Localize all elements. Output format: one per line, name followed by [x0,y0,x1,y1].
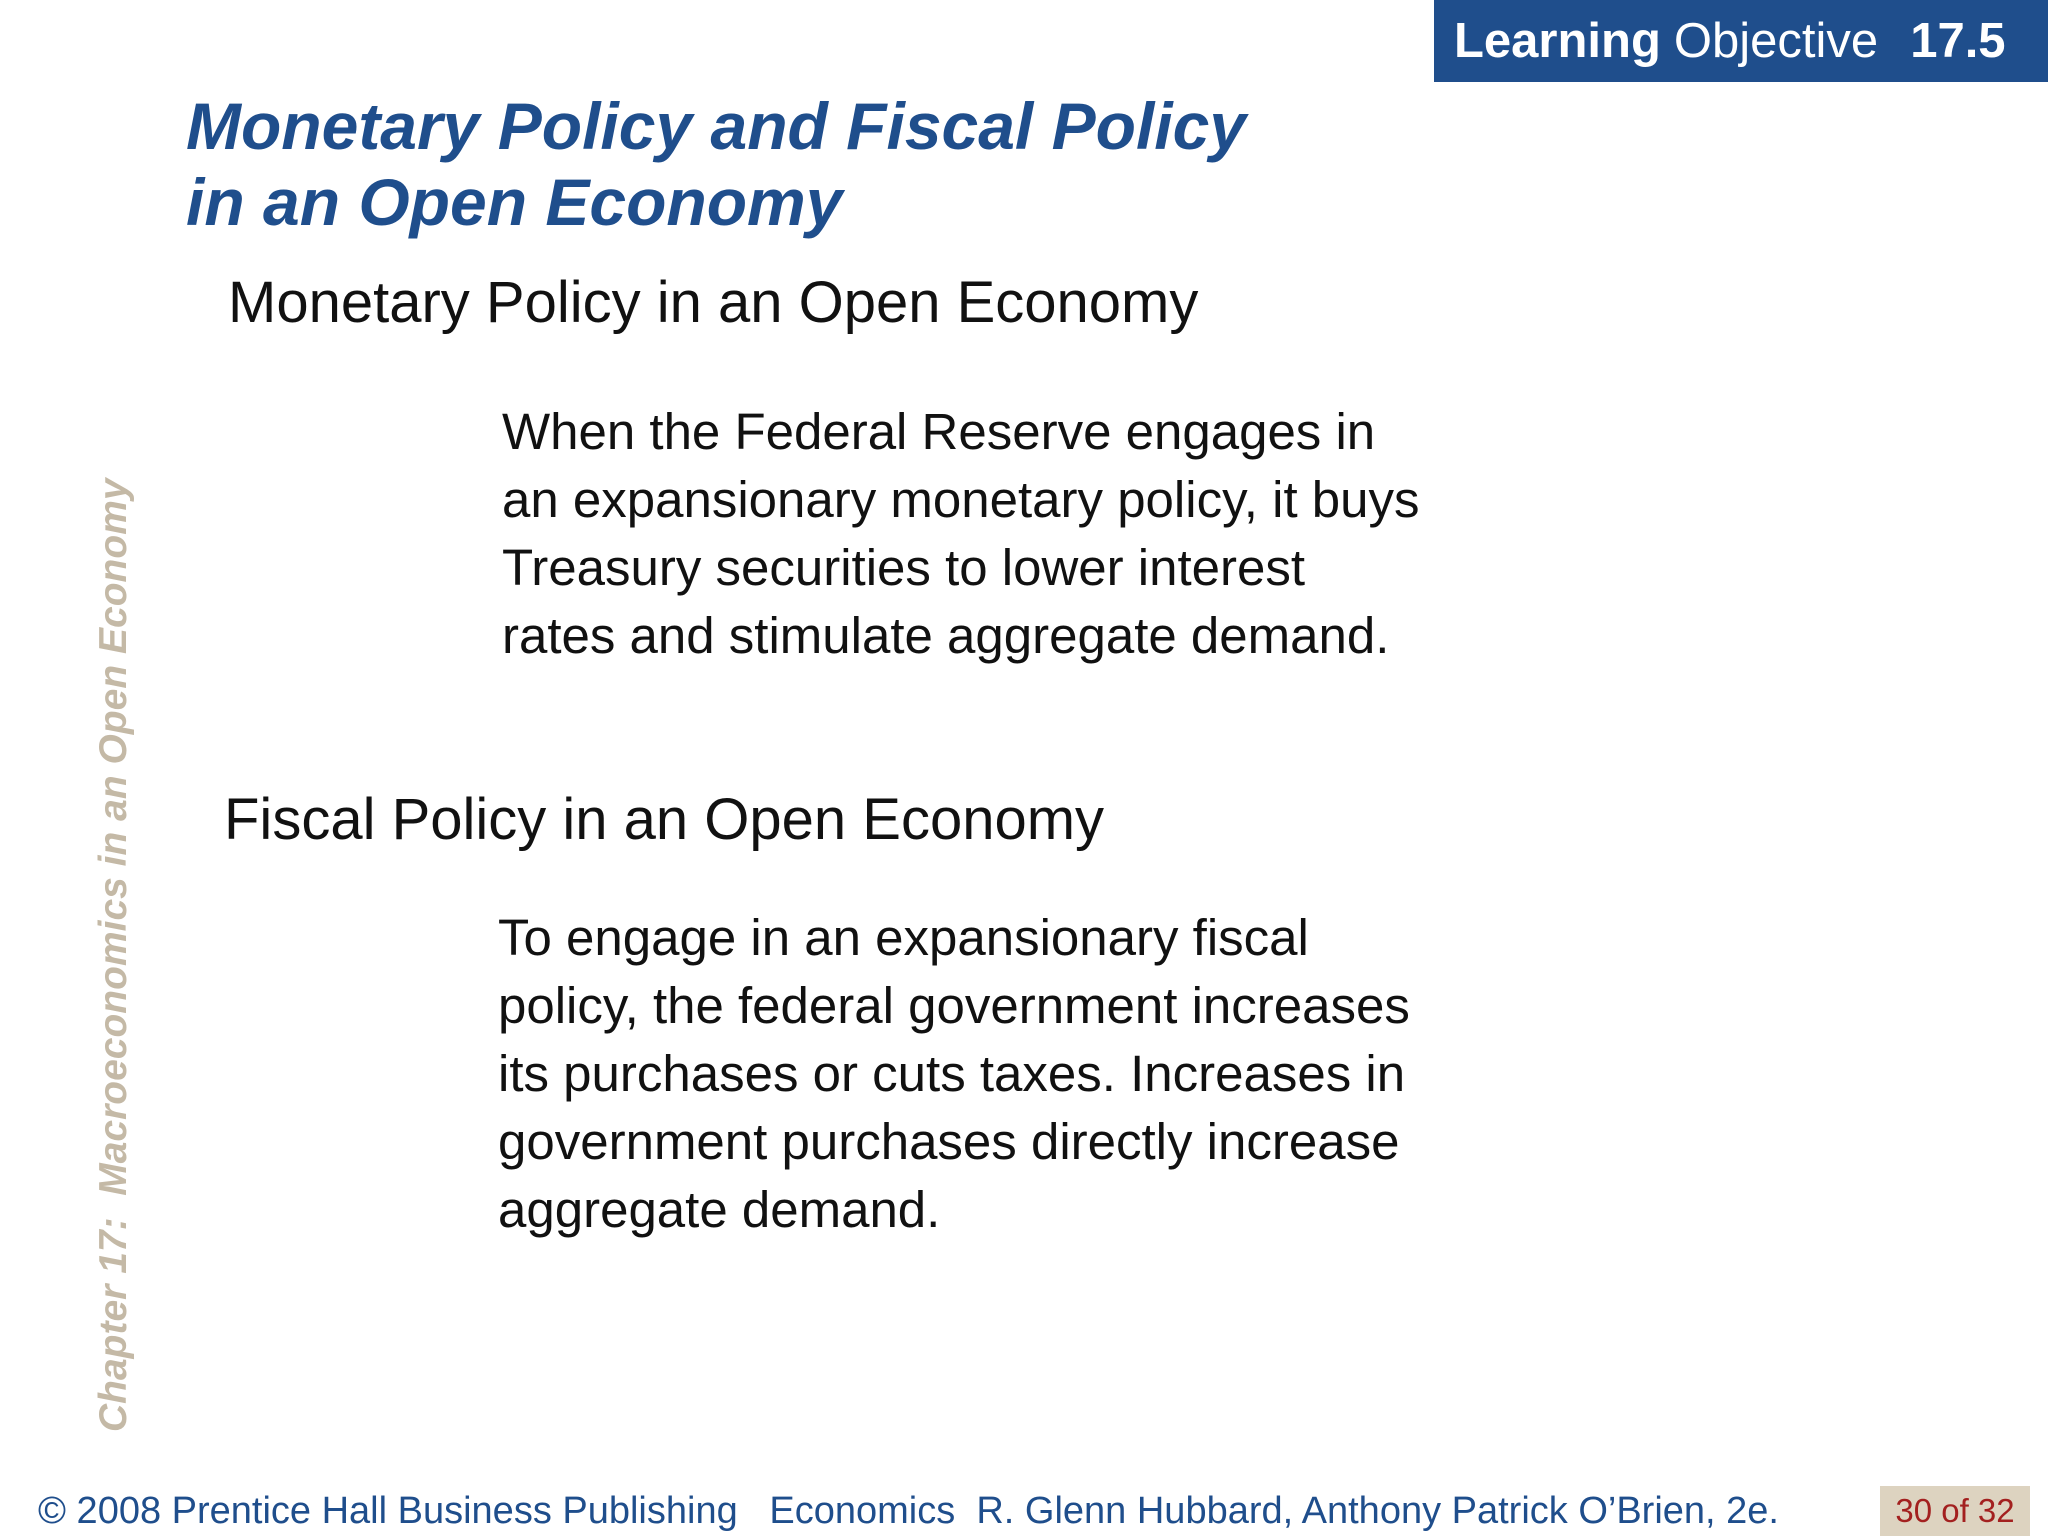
footer-copyright: © 2008 Prentice Hall Business Publishing Economics R. Glenn Hubbard, Anthony Patrick O’Brien, 2e. [38,1490,1779,1532]
learning-objective-label-bold: Learning [1454,14,1661,68]
paragraph-line: When the Federal Reserve engages in [502,403,1376,460]
page-number-badge: 30 of 32 [1880,1486,2030,1536]
paragraph-line: rates and stimulate aggregate demand. [502,607,1390,664]
paragraph-line: government purchases directly increase [498,1113,1400,1170]
paragraph-fiscal-policy [498,904,1410,1244]
slide-title [186,88,1246,240]
paragraph-line: its purchases or cuts taxes. Increases in [498,1045,1406,1102]
section-heading-monetary-policy: Monetary Policy in an Open Economy [228,270,1199,335]
paragraph-line: Treasury securities to lower interest [502,539,1306,596]
paragraph-line: policy, the federal government increases [498,977,1410,1034]
learning-objective-number: 17.5 [1910,14,2006,68]
paragraph-line: To engage in an expansionary fiscal [498,909,1309,966]
slide-title-line-2: in an Open Economy [186,165,843,239]
chapter-side-label: Chapter 17: Macroeconomics in an Open Economy [92,478,135,1432]
section-heading-fiscal-policy: Fiscal Policy in an Open Economy [224,787,1105,852]
slide-title-line-1: Monetary Policy and Fiscal Policy [186,89,1247,163]
paragraph-line: aggregate demand. [498,1181,941,1238]
paragraph-line: an expansionary monetary policy, it buys [502,471,1420,528]
learning-objective-label: Objective [1673,14,1879,68]
paragraph-monetary-policy [502,398,1420,670]
learning-objective-banner [1434,0,2048,82]
